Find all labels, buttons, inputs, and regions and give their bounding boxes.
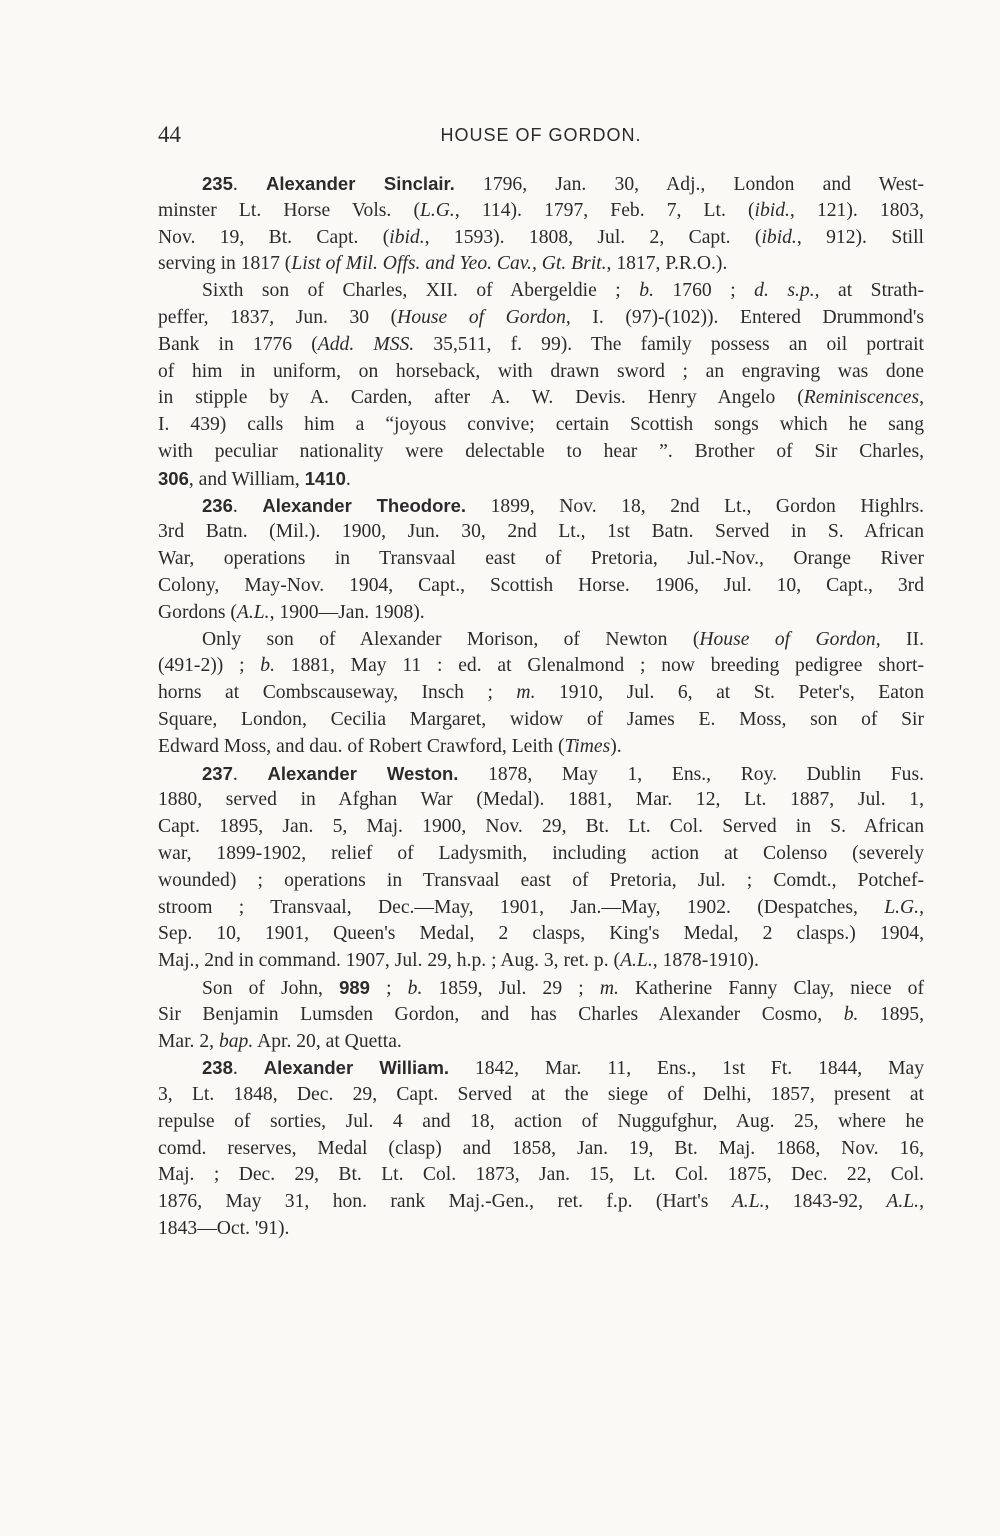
entry-name: Alexander Theodore. (262, 494, 467, 516)
cross-reference: 306 (158, 467, 189, 489)
text-line (158, 680, 924, 707)
text-line (158, 305, 924, 332)
italic-text: ibid. (761, 226, 797, 248)
text-run: Only son of Alexander Morison, of Newton ( (202, 628, 700, 650)
text-line (158, 975, 924, 1002)
text-run: , 1878-1910). (652, 950, 759, 972)
text-line (158, 1136, 924, 1163)
text-run: , (919, 1191, 924, 1213)
text-run: serving in 1817 ( (158, 253, 292, 275)
text-line: 236. Alexander Theodore. 1899, Nov. 18, 2nd Lt., Gordon Highlrs. (202, 494, 925, 517)
text-run: 1842, Mar. 11, Ens., 1st Ft. 1844, May (474, 1058, 924, 1080)
text-line (158, 1002, 924, 1029)
text-line (158, 332, 924, 359)
italic-text: L.G. (419, 199, 455, 221)
text-run: Gordons ( (158, 601, 237, 623)
entry-name: Alexander William. (263, 1057, 450, 1079)
italic-text: House of Gordon (699, 628, 876, 650)
text-line (158, 1082, 924, 1109)
text-run: 1796, Jan. 30, Adj., London and West- (483, 174, 924, 195)
text-run: wounded) ; operations in Transvaal east of Pretoria, Jul. ; Comdt., Potchef- (158, 869, 924, 891)
text-line (158, 546, 924, 573)
italic-text: b. (260, 655, 275, 677)
entry-number: 238 (202, 1057, 233, 1079)
text-run: , I. (97)-(102)). Entered Drummond's (565, 306, 924, 328)
entry-name: Alexander Sinclair. (265, 173, 455, 194)
text-line (158, 627, 924, 654)
text-run: Sir Benjamin Lumsden Gordon, and has Charles Alexander Cosmo, (158, 1003, 844, 1025)
italic-text: m. (599, 977, 619, 999)
entry-name: Alexander Weston. (267, 762, 459, 784)
text-run: peffer, 1837, Jun. 30 ( (158, 306, 398, 328)
text-run: Maj., 2nd in command. 1907, Jul. 29, h.p. ; Aug. 3, ret. p. ( (158, 950, 621, 972)
text-run: of him in uniform, on horseback, with drawn sword ; an engraving was done (158, 360, 924, 382)
italic-text: A.L. (236, 601, 270, 623)
text-run: 35,511, f. 99). The family possess an oil portrait (414, 333, 924, 355)
text-run: 1843—Oct. '91). (158, 1218, 290, 1240)
text-line (158, 600, 924, 627)
italic-text: A.L. (731, 1191, 765, 1213)
text-line (158, 412, 924, 439)
text-run: , 1900—Jan. 1908). (269, 601, 425, 623)
italic-text: Times (564, 735, 611, 757)
text-run: comd. reserves, Medal (clasp) and 1858, Jan. 19, Bt. Maj. 1868, Nov. 16, (158, 1137, 924, 1159)
entry-236 (158, 493, 924, 761)
text-run: 1878, May 1, Ens., Roy. Dublin Fus. (488, 763, 925, 785)
italic-text: ibid. (754, 199, 790, 221)
text-run: . (345, 468, 351, 490)
text-run: Maj. ; Dec. 29, Bt. Lt. Col. 1873, Jan. 15, Lt. Col. 1875, Dec. 22, Col. (158, 1164, 924, 1186)
text-run: in stipple by A. Carden, after A. W. Devis. Henry Angelo ( (158, 387, 804, 409)
text-run: 3rd Batn. (Mil.). 1900, Jun. 30, 2nd Lt., 1st Batn. Served in S. African (158, 521, 924, 543)
text-run: minster Lt. Horse Vols. ( (158, 199, 420, 221)
page-header (158, 122, 924, 156)
text-run: Capt. 1895, Jan. 5, Maj. 1900, Nov. 29, Bt. Lt. Col. Served in S. African (158, 816, 924, 838)
entry-number: 237 (202, 762, 233, 784)
italic-text: b. (843, 1003, 859, 1025)
italic-text: House of Gordon (397, 306, 566, 328)
italic-text: A.L. (620, 950, 653, 972)
entry-235 (158, 171, 924, 493)
italic-text: ibid. (389, 226, 425, 248)
text-line (158, 841, 924, 868)
italic-text: d. s.p., (754, 280, 820, 302)
text-run: , 1843-92, (764, 1191, 887, 1213)
text-run: Apr. 20, at Quetta. (253, 1030, 402, 1052)
text-line (158, 359, 924, 386)
italic-text: Add. MSS. (317, 333, 415, 355)
page-body (158, 171, 924, 1243)
text-run: ; (369, 977, 408, 999)
text-run: Sixth son of Charles, XII. of Abergeldie ; (202, 280, 640, 302)
text-run: , (919, 896, 924, 918)
text-line (158, 251, 924, 278)
text-run: 1910, Jul. 6, at St. Peter's, Eaton (535, 682, 924, 704)
text-run: repulse of sorties, Jul. 4 and 18, action of Nuggufghur, Aug. 25, where he (158, 1110, 924, 1132)
text-run: Nov. 19, Bt. Capt. ( (158, 226, 390, 248)
italic-text: Reminiscences (803, 387, 920, 409)
text-run: 3, Lt. 1848, Dec. 29, Capt. Served at the siege of Delhi, 1857, present at (158, 1084, 924, 1106)
cross-reference: 1410 (304, 467, 346, 489)
text-line (158, 439, 924, 466)
text-run: 1881, May 11 : ed. at Glenalmond ; now breeding pedigree short- (275, 655, 924, 677)
text-run: , 114). 1797, Feb. 7, Lt. ( (454, 199, 755, 221)
text-line (158, 1189, 924, 1216)
text-run: ). (610, 735, 622, 757)
text-line (158, 573, 924, 600)
text-run: Colony, May-Nov. 1904, Capt., Scottish Horse. 1906, Jul. 10, Capt., 3rd (158, 574, 924, 596)
text-line (158, 1109, 924, 1136)
italic-text: A.L. (886, 1191, 920, 1213)
text-run: (491-2)) ; (158, 655, 261, 677)
text-run: 1760 ; (653, 280, 755, 302)
text-line: 238. Alexander William. 1842, Mar. 11, Ens., 1st Ft. 1844, May (202, 1057, 924, 1080)
text-run: Mar. 2, (158, 1030, 219, 1052)
text-line (158, 707, 924, 734)
text-line (158, 1029, 924, 1056)
text-line (158, 278, 924, 305)
italic-text: m. (516, 682, 536, 704)
text-line (158, 948, 924, 975)
text-run: Edward Moss, and dau. of Robert Crawford, Leith ( (158, 735, 565, 757)
text-run: at Strath- (819, 280, 925, 302)
text-run: , 1817, P.R.O.). (606, 253, 728, 275)
text-run: 1899, Nov. 18, 2nd Lt., Gordon Highlrs. (490, 495, 925, 517)
italic-text: List of Mil. Offs. and Yeo. Cav., Gt. Brit. (291, 253, 607, 275)
text-line (158, 466, 924, 493)
text-run: 1895, (858, 1003, 925, 1025)
text-line (158, 1216, 924, 1243)
text-line (158, 1162, 924, 1189)
text-line (158, 653, 924, 680)
text-run: , 1593). 1808, Jul. 2, Capt. ( (424, 226, 762, 248)
page-number: 44 (158, 122, 181, 147)
text-run: Square, London, Cecilia Margaret, widow of James E. Moss, son of Sir (158, 708, 924, 730)
running-title: HOUSE OF GORDON. (440, 125, 642, 145)
text-line (158, 868, 924, 895)
italic-text: b. (407, 977, 423, 999)
text-run: War, operations in Transvaal east of Pretoria, Jul.-Nov., Orange River (158, 548, 924, 570)
text-run: , 912). Still (796, 226, 925, 248)
text-run: Bank in 1776 ( (158, 333, 318, 355)
entry-238 (158, 1055, 924, 1243)
italic-text: b. (639, 280, 654, 302)
text-line (158, 814, 924, 841)
text-run: , II. (875, 628, 924, 650)
text-line (158, 385, 924, 412)
text-run: horns at Combscauseway, Insch ; (158, 682, 517, 704)
text-run: 1859, Jul. 29 ; (422, 977, 600, 999)
entry-237 (158, 761, 924, 1056)
text-run: 1880, served in Afghan War (Medal). 1881, Mar. 12, Lt. 1887, Jul. 1, (158, 789, 924, 811)
text-run: I. 439) calls him a “joyous convive; certain Scottish songs which he sang (158, 414, 924, 436)
text-run: with peculiar nationality were delectable to hear ”. Brother of Sir Charles, (158, 440, 924, 462)
text-run: 1876, May 31, hon. rank Maj.-Gen., ret. f.p. (Hart's (158, 1191, 732, 1213)
text-line: 235. Alexander Sinclair. 1796, Jan. 30, Adj., London and West- (202, 173, 924, 195)
text-line (158, 198, 924, 225)
text-run: , and William, (188, 468, 305, 490)
text-run: , (919, 387, 924, 409)
entry-number: 236 (202, 494, 233, 516)
italic-text: bap. (218, 1030, 254, 1052)
text-line (158, 895, 924, 922)
cross-reference: 989 (339, 976, 370, 998)
text-line: 237. Alexander Weston. 1878, May 1, Ens., Roy. Dublin Fus. (202, 762, 925, 785)
text-line (158, 734, 924, 761)
text-line (158, 787, 924, 814)
text-line (158, 225, 924, 252)
entry-number: 235 (202, 173, 233, 194)
text-line (158, 921, 924, 948)
italic-text: L.G. (884, 896, 920, 918)
text-run: war, 1899-1902, relief of Ladysmith, including action at Colenso (severely (158, 842, 924, 864)
text-run: Sep. 10, 1901, Queen's Medal, 2 clasps, King's Medal, 2 clasps.) 1904, (158, 923, 924, 945)
text-run: , 121). 1803, (789, 199, 924, 221)
text-run: stroom ; Transvaal, Dec.—May, 1901, Jan.—May, 1902. (Despatches, (158, 896, 885, 918)
text-run: Son of John, (202, 977, 340, 999)
text-line (158, 519, 924, 546)
text-run: Katherine Fanny Clay, niece of (618, 977, 924, 999)
